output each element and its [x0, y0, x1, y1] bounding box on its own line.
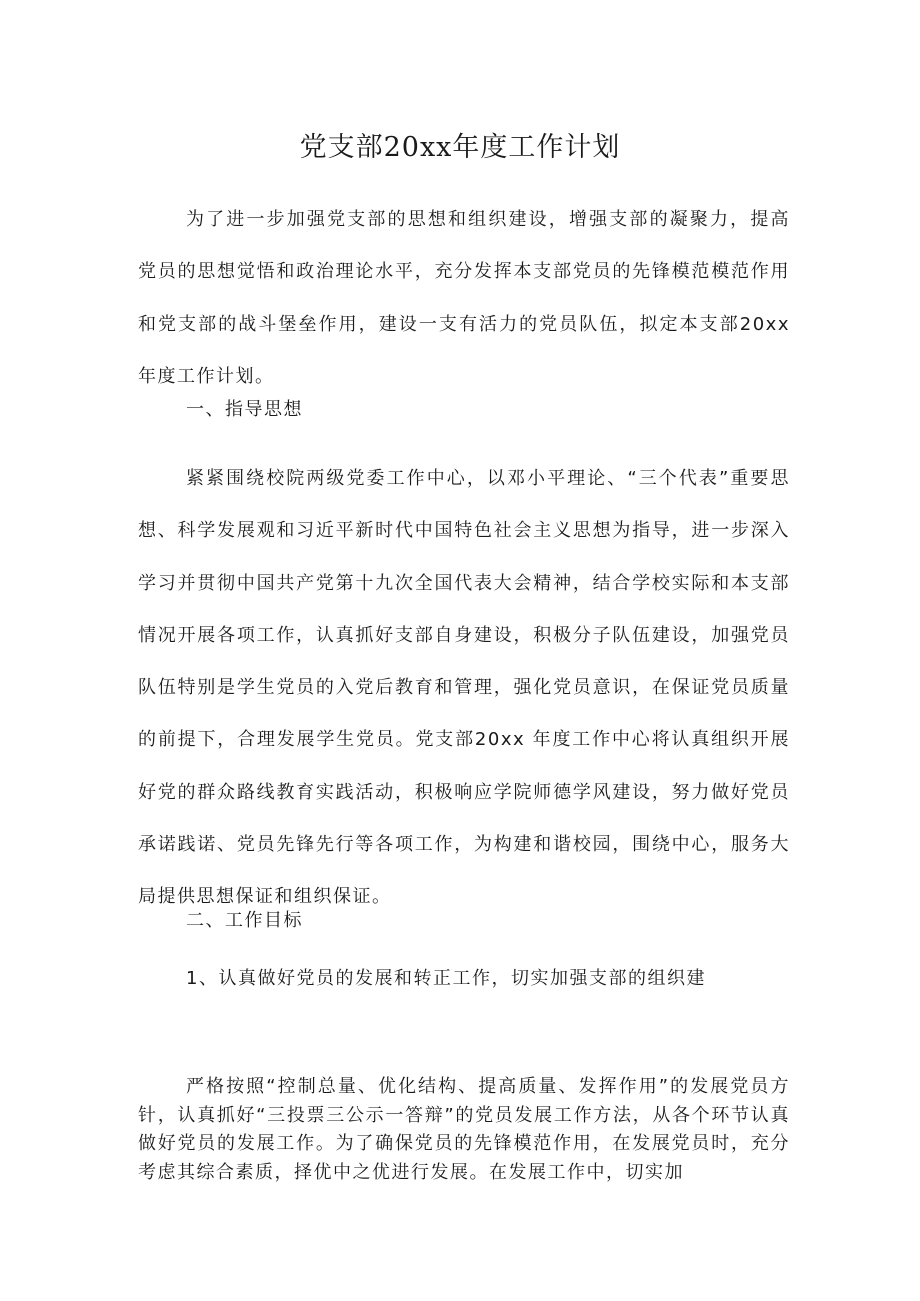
item1-body-block	[138, 1073, 790, 1187]
section1-body-block	[138, 453, 790, 924]
section2-heading: 二、工作目标	[186, 910, 303, 931]
document-title: 党支部20xx年度工作计划	[299, 132, 621, 163]
intro-paragraph: 为了进一步加强党支部的思想和组织建设，增强支部的凝聚力，提高党员的思想觉悟和政治理论水平，充分发挥本支部党员的先锋模范模范作用和党支部的战斗堡垒作用，建设一支有活力的党员队伍，拟定本支部20xx 年度工作计划。	[138, 209, 790, 387]
item1-paragraph: 严格按照“控制总量、优化结构、提高质量、发挥作用”的发展党员方针，认真抓好“三投票三公示一答辩”的党员发展工作方法，从各个环节认真做好党员的发展工作。为了确保党员的先锋模范作用，在发展党员时，充分考虑其综合素质，择优中之优进行发展。在发展工作中，切实加	[138, 1076, 790, 1183]
section2-heading-block	[138, 895, 790, 947]
intro-block	[138, 194, 790, 403]
item1-heading-block	[138, 953, 790, 1005]
section1-heading: 一、指导思想	[186, 399, 303, 420]
section1-paragraph: 紧紧围绕校院两级党委工作中心，以邓小平理论、“三个代表”重要思想、科学发展观和习近平新时代中国特色社会主义思想为指导，进一步深入学习并贯彻中国共产党第十九次全国代表大会精神，结合学校实际和本支部情况开展各项工作，认真抓好支部自身建设，积极分子队伍建设，加强党员队伍特别是学生党员的入党后教育和管理，强化党员意识，在保证党员质量的前提下，合理发展学生党员。党支部20xx 年度工作中心将认真组织开展好党的群众路线教育实践活动，积极响应学院师德学风建设，努力做好党员承诺践诺、党员先锋先行等各项工作，为构建和谐校园，围绕中心，服务大局提供思想保证和组织保证。	[138, 468, 790, 908]
section1-heading-block	[138, 384, 790, 436]
item1-heading: 1、认真做好党员的发展和转正工作，切实加强支部的组织建	[186, 968, 706, 989]
